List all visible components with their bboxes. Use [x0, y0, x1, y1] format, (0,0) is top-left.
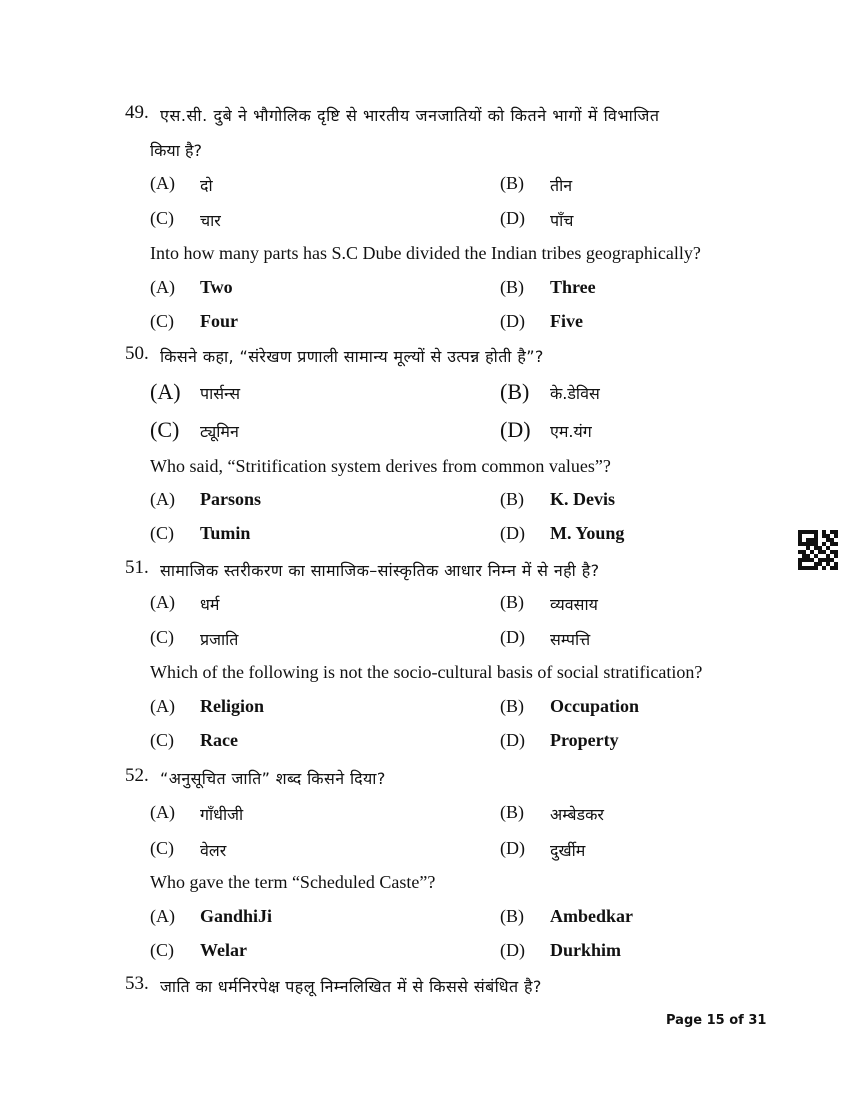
option-text: अम्बेडकर [550, 805, 604, 824]
page-footer [666, 1013, 766, 1028]
option-label: (D) [500, 838, 525, 858]
option-text: व्यवसाय [550, 595, 598, 614]
option-text: Religion [200, 696, 265, 716]
option-text: GandhiJi [200, 906, 273, 926]
option-label: (A) [150, 173, 175, 193]
question-english: Which of the following is not the socio-cultural basis of social stratification? [150, 662, 703, 682]
option-text: Parsons [200, 489, 262, 509]
option-text: Race [200, 730, 238, 750]
option-text: प्रजाति [200, 630, 239, 649]
option-text: पार्सन्स [200, 384, 241, 403]
option-text: चार [200, 211, 221, 230]
option-text: Occupation [550, 696, 640, 716]
question-hindi: सामाजिक स्तरीकरण का सामाजिक–सांस्कृतिक आधार निम्न में से नही है? [160, 561, 600, 580]
question-hindi-cont: किया है? [150, 141, 202, 160]
total-pages: 31 [748, 1013, 767, 1028]
option-text: गाँधीजी [200, 805, 244, 824]
of-label: of [729, 1013, 744, 1028]
option-label: (B) [500, 379, 530, 404]
option-label: (C) [150, 311, 174, 331]
question-hindi: किसने कहा, “संरेखण प्रणाली सामान्य मूल्यों से उत्पन्न होती है”? [160, 347, 544, 366]
option-label: (A) [150, 277, 175, 297]
question-hindi: जाति का धर्मनिरपेक्ष पहलू निम्नलिखित में से किससे संबंधित है? [160, 977, 542, 996]
option-label: (D) [500, 940, 525, 960]
option-text: एम.यंग [550, 422, 592, 441]
option-label: (A) [150, 906, 175, 926]
question-hindi: एस.सी. दुबे ने भौगोलिक दृष्टि से भारतीय जनजातियों को कितने भागों में विभाजित [160, 106, 660, 125]
option-label: (A) [150, 592, 175, 612]
option-label: (D) [500, 627, 525, 647]
option-label: (D) [500, 311, 525, 331]
option-text: Welar [200, 940, 247, 960]
question-english: Who gave the term “Scheduled Caste”? [150, 872, 436, 892]
option-text: ट्यूमिन [200, 422, 239, 441]
question-number: 52. [125, 765, 149, 786]
question-number: 50. [125, 343, 149, 364]
option-label: (A) [150, 489, 175, 509]
option-text: Property [550, 730, 619, 750]
question-number: 49. [125, 102, 149, 123]
option-text: Five [550, 311, 583, 331]
option-text: M. Young [550, 523, 625, 543]
option-label: (C) [150, 627, 174, 647]
option-label: (D) [500, 208, 525, 228]
option-text: Tumin [200, 523, 251, 543]
option-text: Two [200, 277, 233, 297]
option-label: (B) [500, 906, 524, 926]
option-label: (B) [500, 173, 524, 193]
option-label: (C) [150, 940, 174, 960]
option-label: (A) [150, 802, 175, 822]
option-label: (A) [150, 379, 181, 404]
question-number: 51. [125, 557, 149, 578]
page-label: Page [666, 1013, 703, 1028]
question-hindi: “अनुसूचित जाति” शब्द किसने दिया? [160, 769, 386, 788]
option-text: पाँच [550, 211, 574, 230]
option-label: (C) [150, 838, 174, 858]
option-label: (C) [150, 523, 174, 543]
option-label: (B) [500, 802, 524, 822]
option-text: धर्म [200, 595, 220, 614]
question-english: Into how many parts has S.C Dube divided the Indian tribes geographically? [150, 243, 701, 263]
option-text: Durkhim [550, 940, 622, 960]
option-label: (B) [500, 696, 524, 716]
option-text: दुर्खीम [550, 841, 586, 860]
option-text: Four [200, 311, 238, 331]
option-text: Three [550, 277, 596, 297]
qr-code-icon [798, 530, 838, 570]
option-label: (A) [150, 696, 175, 716]
option-label: (C) [150, 208, 174, 228]
option-text: तीन [550, 176, 573, 195]
option-text: के.डेविस [550, 384, 600, 403]
option-text: वेलर [200, 841, 227, 860]
option-label: (D) [500, 417, 531, 442]
option-text: सम्पत्ति [550, 630, 591, 649]
option-label: (D) [500, 730, 525, 750]
current-page: 15 [706, 1013, 725, 1028]
option-label: (C) [150, 417, 180, 442]
question-english: Who said, “Stritification system derives from common values”? [150, 456, 611, 476]
option-text: K. Devis [550, 489, 615, 509]
option-label: (B) [500, 277, 524, 297]
option-text: Ambedkar [550, 906, 634, 926]
option-label: (C) [150, 730, 174, 750]
option-label: (B) [500, 592, 524, 612]
option-text: दो [200, 176, 213, 195]
option-label: (B) [500, 489, 524, 509]
question-number: 53. [125, 973, 149, 994]
option-label: (D) [500, 523, 525, 543]
